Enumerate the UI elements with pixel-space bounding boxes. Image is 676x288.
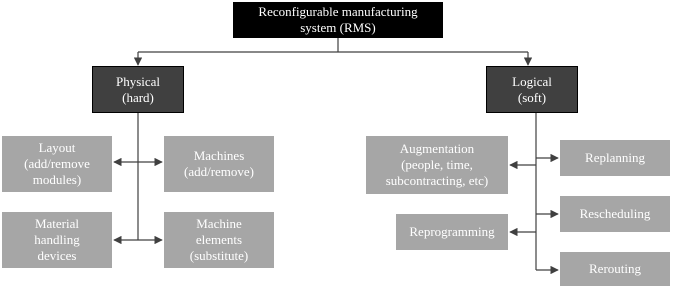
machine-elements-label: Machine elements (substitute) bbox=[189, 216, 249, 263]
logical-category-node bbox=[486, 66, 578, 113]
layout-label: Layout (add/remove modules) bbox=[24, 140, 90, 187]
rms-root-node bbox=[233, 2, 443, 38]
machine-elements-node bbox=[164, 212, 274, 268]
physical-category-node bbox=[92, 66, 184, 113]
rescheduling-node bbox=[560, 196, 670, 232]
reprogramming-label: Reprogramming bbox=[409, 224, 495, 240]
physical-category-label: Physical (hard) bbox=[115, 73, 161, 105]
logical-category-label: Logical (soft) bbox=[512, 73, 552, 105]
rms-root-label: Reconfigurable manufacturing system (RMS) bbox=[258, 4, 418, 35]
replanning-node bbox=[560, 140, 670, 176]
augmentation-label: Augmentation (people, time, subcontracting, etc) bbox=[385, 141, 489, 188]
reprogramming-node bbox=[396, 214, 508, 250]
machines-label: Machines (add/remove) bbox=[183, 148, 255, 179]
rerouting-node bbox=[560, 252, 670, 286]
replanning-label: Replanning bbox=[585, 150, 645, 166]
augmentation-node bbox=[366, 136, 508, 194]
rescheduling-label: Rescheduling bbox=[579, 206, 651, 222]
material-handling-label: Material handling devices bbox=[34, 216, 80, 263]
machines-node bbox=[164, 136, 274, 192]
material-handling-node bbox=[2, 212, 112, 268]
layout-node bbox=[2, 136, 112, 192]
rerouting-label: Rerouting bbox=[589, 261, 641, 277]
